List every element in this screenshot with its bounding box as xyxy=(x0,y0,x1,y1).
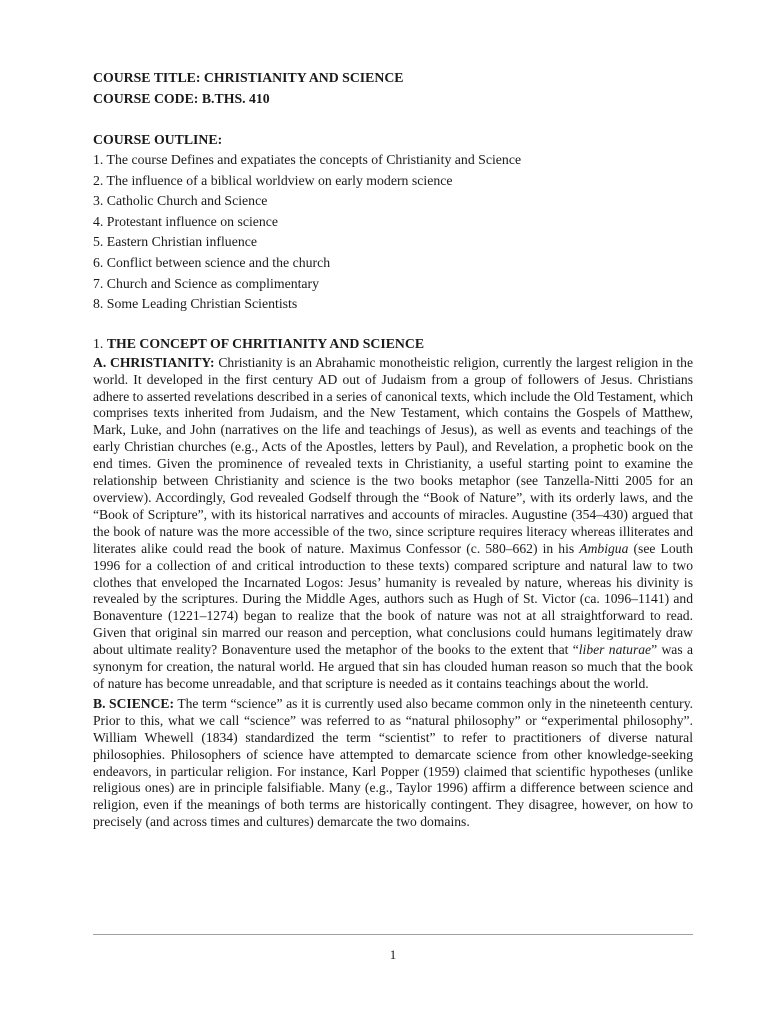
christianity-paragraph xyxy=(93,355,693,693)
liber-naturae-italic: liber naturae xyxy=(578,642,652,658)
christianity-text-3: ” was a synonym for creation, the natural world. He argued that sin has clouded human reason so much that the book of nature has become unreadable, and that scripture is needed as it contains teachings about the world. xyxy=(93,642,693,691)
christianity-lead: A. CHRISTIANITY: xyxy=(93,354,215,370)
section-title: THE CONCEPT OF CHRITIANITY AND SCIENCE xyxy=(106,335,425,351)
section-number: 1. xyxy=(93,335,104,351)
outline-item: 6. Conflict between science and the church xyxy=(93,254,331,270)
footer-divider xyxy=(93,934,693,935)
outline-item: 7. Church and Science as complimentary xyxy=(93,275,320,291)
outline-item: 5. Eastern Christian influence xyxy=(93,234,257,250)
outline-heading: COURSE OUTLINE: xyxy=(93,132,223,147)
course-code: COURSE CODE: B.THS. 410 xyxy=(93,90,270,106)
science-text: The term “science” as it is currently used also became common only in the nineteenth century. Prior to this, what we call “science” was referred to as “natural philosophy” or “experimental philosophy”. William Whewell (1834) standardized the term “scientist” to refer to practitioners of diverse natural philosophies. Philosophers of science have attempted to demarcate science from other knowledge-seeking endeavors, in particular religion. For instance, Karl Popper (1959) claimed that scientific hypotheses (unlike religious ones) are in principle falsifiable. Many (e.g., Taylor 1996) affirm a difference between science and religion, even if the meanings of both terms are historically contingent. They disagree, however, on how to precisely (and across times and cultures) demarcate the two domains. xyxy=(93,695,694,830)
outline-item: 8. Some Leading Christian Scientists xyxy=(93,296,298,312)
christianity-text-1: Christianity is an Abrahamic monotheistic religion, currently the largest religion in the world. It developed in the first century AD out of Judaism from a group of followers of Jesus. Christians adhere to asserted revelations described in a series of canonical texts, which include the Old Testament, which comprises texts inherited from Judaism, and the New Testament, which contains the Gospels of Matthew, Mark, Luke, and John (narratives on the life and teachings of Jesus), as well as events and teachings of the early Christian churches (e.g., Acts of the Apostles, letters by Paul), and Revelation, a prophetic book on the end times. Given the prominence of revealed texts in Christianity, a useful starting point to examine the relationship between Christianity and science is the two books metaphor (see Tanzella-Nitti 2005 for an overview). Accordingly, God revealed Godself through the “Book of Nature”, with its orderly laws, and the “Book of Scripture”, with its historical narratives and accounts of miracles. Augustine (354–430) argued that the book of nature was the more accessible of the two, since scripture requires literacy whereas illiterates and literates alike could read the book of nature. Maximus Confessor (c. 580–662) in his xyxy=(93,354,693,556)
ambigua-italic: Ambigua xyxy=(579,540,629,556)
section-heading xyxy=(93,334,693,354)
page-number: 1 xyxy=(389,947,397,962)
outline-item: 1. The course Defines and expatiates the concepts of Christianity and Science xyxy=(93,152,522,167)
outline-list xyxy=(93,150,693,315)
outline-item: 4. Protestant influence on science xyxy=(93,213,279,229)
outline-item: 2. The influence of a biblical worldview on early modern science xyxy=(93,172,453,188)
course-title: COURSE TITLE: CHRISTIANITY AND SCIENCE xyxy=(93,70,404,85)
science-paragraph xyxy=(93,696,693,831)
christianity-text-2: (see Louth 1996 for a collection of and critical introduction to these texts) compared scripture and natural law to two clothes that enveloped the Incarnated Logos: Jesus’ humanity is revealed by nature, whereas his divinity is revealed by the scriptures. During the Middle Ages, authors such as Hugh of St. Victor (ca. 1096–1141) and Bonaventure (1221–1274) began to realize that the book of nature was not at all straightforward to read. Given that original sin marred our reason and perception, what conclusions could humans legitimately draw about ultimate reality? Bonaventure used the metaphor of the books to the extent that “ xyxy=(93,540,694,658)
science-lead: B. SCIENCE: xyxy=(93,695,174,711)
outline-item: 3. Catholic Church and Science xyxy=(93,193,268,209)
document-page xyxy=(93,68,693,831)
